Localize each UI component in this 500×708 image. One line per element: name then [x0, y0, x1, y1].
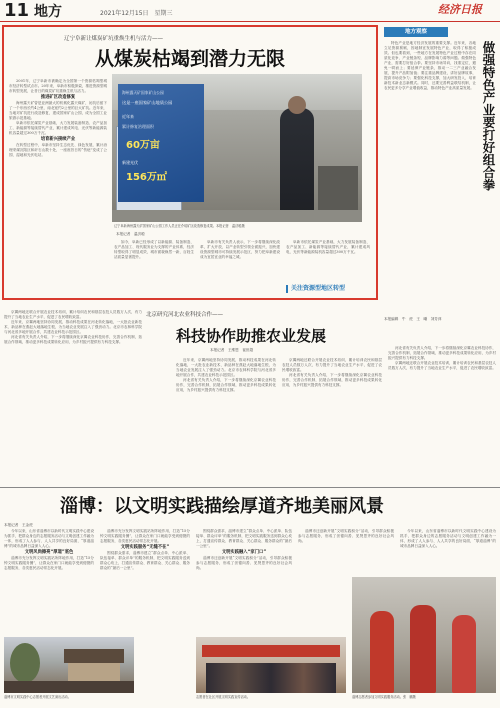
person-head	[288, 96, 306, 114]
people-group	[206, 663, 336, 693]
bottom-column-5: 今年以来，山东省淄博市以新时代文明实践中心建设为抓手，把群众身边的志愿服务活动与文明创建工作融为一体，形成了人人参与、人人共享的良好局面，“厚道淄博”的城市品牌日益深入人心。	[400, 529, 496, 548]
volunteer-1	[370, 611, 394, 693]
bottom-caption-2: 志愿者在社区开展文明实践宣传活动。	[196, 695, 251, 699]
section-name: 地方	[34, 4, 62, 20]
bottom-subhead-1: 文明风尚擦亮“厚道”底色	[24, 550, 74, 555]
article-byline: 本报记者 温济聪	[116, 232, 145, 236]
crowd	[4, 681, 134, 693]
masthead	[0, 0, 500, 22]
volunteer-2	[410, 605, 436, 693]
mid-left-column: 京冀两地还联合开展农业技术培训，累计培训农民和基层农技人员数万人次，有力提升了当地农业生产水平，促进了农民增收致富。 近年来，京冀两地坚持协同发展，推动科技成果在河北转化落地，一大批农业新技术、新品种在燕赵大地落地生根，为当地农业发展注入了强劲动力。北京市农林科学院与河北省多地开展合作，共建农业科技示范园区。 河北省有关负责人介绍，下一步将继续深化京冀农业科技协作，完善合作机制，拓展合作领域，推动更多科技成果转化应用，为乡村振兴提供有力科技支撑。	[4, 310, 142, 344]
article-kicker: 辽宁阜新让煤炭矿坑重焕生机与活力——	[64, 36, 164, 42]
mid-kicker: 北京研究河北农业科技合作——	[146, 312, 224, 318]
bottom-subhead-3: 文明实践服务“无缝不在”	[120, 545, 170, 550]
bottom-column-2: 淄博市充分发挥文明实践站所阵地作用，打造“15分钟文明实践服务圈”，让群众在家门口就能享受到便捷的志愿服务，各类惠民活动常态化开展。 文明实践服务“无缝不在” 围绕群众需求，淄博市建立“群众点单、中心派单、队伍接单、群众评单”的服务机制，把文明实践服务送到群众心坎上，打通宣传群众、教育群众、关心群众、服务群众的“最后一公里”。	[100, 529, 190, 570]
mid-headline: 科技协作助推农业发展	[176, 327, 327, 345]
person-figure	[280, 108, 314, 212]
banner	[202, 645, 340, 657]
bottom-photo-2	[196, 637, 346, 693]
page-number: 11	[4, 0, 30, 21]
subhead-2: 培育新兴接续产业	[40, 137, 76, 142]
subhead-1: 推进矿区改造修复	[40, 95, 76, 100]
newspaper-logo: 经济日报	[438, 3, 482, 16]
bottom-caption-1: 淄博市文明实践中心志愿者开展文艺演出活动。	[4, 695, 71, 699]
bottom-column-3: 围绕群众需求，淄博市建立“群众点单、中心派单、队伍接单、群众评单”的服务机制，把文明实践服务送到群众心坎上，打通宣传群众、教育群众、关心群众、服务群众的“最后一公里”。 文明实践融入“家门口” 淄博市还创新开展“文明实践积分”活动，引导群众积极参与志愿服务，形成了崇德向善、见贤思齐的良好社会风尚。	[196, 529, 292, 570]
mid-right-column: 河北省有关负责人介绍，下一步将继续深化京冀农业科技协作，完善合作机制，拓展合作领域，推动更多科技成果转化应用，为乡村振兴提供有力科技支撑。 京冀两地还联合开展农业技术培训，累计培训农民和基层农技人员数万人次，有力提升了当地农业生产水平，促进了农民增收致富。	[388, 346, 496, 370]
volunteer-3	[452, 615, 476, 693]
bottom-column-1: 今年以来，山东省淄博市以新时代文明实践中心建设为抓手，把群众身边的志愿服务活动与文明创建工作融为一体，形成了人人参与、人人共享的良好局面，“厚道淄博”的城市品牌日益深入人心。 文明风尚擦亮“厚道”底色 淄博市充分发挥文明实践站所阵地作用，打造“15分钟文明实践服务圈”，让群众在家门口就能享受到便捷的志愿服务，各类惠民活动常态化开展。	[4, 529, 94, 570]
mid-article	[0, 306, 500, 484]
floor	[112, 210, 362, 222]
rock-display	[318, 166, 358, 214]
tree	[10, 643, 40, 683]
mid-column-2: 京冀两地还联合开展农业技术培训，累计培训农民和基层农技人员数万人次，有力提升了当地农业生产水平，促进了农民增收致富。 河北省有关负责人介绍，下一步将继续深化京冀农业科技协作，完善合作机制，拓展合作领域，推动更多科技成果转化应用，为乡村振兴提供有力科技支撑。	[282, 358, 382, 387]
sidebar-headline: 做强特色产业要打好组合拳	[481, 41, 496, 191]
bottom-subhead-2: 文明实践融入“家门口”	[221, 550, 267, 555]
bottom-photo-3	[352, 577, 496, 693]
section-divider	[0, 487, 500, 488]
main-article	[2, 25, 378, 300]
body-column-1: 2001年，辽宁阜新市被确定为全国第一个资源枯竭型城市经济转型试点市。20年来，阜新市积极探索，推进资源型城市转型发展，让昔日的煤炭矿坑重焕生机与活力。 推进矿区改造修复 海州露天矿曾是亚洲最大的机械化露天煤矿，闭坑后留下了一个东西长约4公里、南北宽约2公里的巨大矿坑。近年来，当地对矿坑进行改造修复，建成国家矿山公园，成为全国工业旅游示范基地。 阜新市依托煤炭产业基础，大力发展装备制造、农产品加工、新能源等接续替代产业，累计建成风电、光伏等新能源装机容量超过300万千瓦。 培育新兴接续产业 在转型过程中，阜新市坚持生态优先、绿色发展，累计治理采煤沉陷区和矸石山数十处，一座座昔日的“伤疤”变成了公园、湿地和光伏电站。	[9, 79, 107, 157]
bottom-caption-3: 淄博志愿者参加文明实践服务活动。张 鹏摄	[352, 695, 416, 699]
sidebar-body: 特色产业是地方经济发展的重要支撑。近年来，各地立足资源禀赋，因地制宜发展特色产业，取得了积极成效。但也要看到，一些地方在发展特色产业过程中存在同质化竞争、产业链条短、品牌影响力弱等问题。做强特色产业，需要打好组合拳。要坚持市场导向，找准定位，避免一哄而上；要延伸产业链条，推动一二三产业融合发展，提升产品附加值；要注重品牌建设，讲好品牌故事，提高市场竞争力；要强化科技支撑，加大研发投入，培育新技术新业态新模式。同时，还要完善利益联结机制，让农民更多分享产业增值收益，推动特色产业高质量发展。	[384, 41, 476, 90]
body-column-4: 阜新市依托煤炭产业基础，大力发展装备制造、农产品加工、新能源等接续替代产业，累计建成风电、光伏等新能源装机容量超过300万千瓦。	[286, 240, 370, 254]
related-link[interactable]: 关注资源型地区转型	[286, 285, 374, 293]
bottom-byline: 本报记者 王金虎	[4, 523, 33, 527]
sidebar-label: 地方观察	[384, 27, 448, 37]
article-headline: 从煤炭枯竭到潜力无限	[94, 48, 285, 70]
exhibition-sign: 海州露天矿国家矿山公园 这是一座国家矿山地质公园 近年来 累计修复治理面积 60万亩 新建光伏 156万㎡	[118, 84, 204, 202]
bottom-article	[0, 489, 500, 708]
building-roof	[64, 649, 124, 663]
body-column-2: 如今，阜新已经形成了以新能源、装备制造、农产品加工、现代服务业为支撑的产业体系，经济转型取得了明显成效，城市面貌焕然一新，百姓生活质量显著提升。	[114, 240, 194, 259]
body-column-3: 阜新市有关负责人表示，下一步将继续深化改革，扩大开放，以产业转型引领全面振兴，加快建设资源型城市可持续发展示范区，努力把阜新建设成为宜居宜业的幸福之城。	[200, 240, 280, 259]
mid-column-1: 近年来，京冀两地坚持协同发展，推动科技成果在河北转化落地，一大批农业新技术、新品种在燕赵大地落地生根，为当地农业发展注入了强劲动力。北京市农林科学院与河北省多地开展合作，共建农业科技示范园区。 河北省有关负责人介绍，下一步将继续深化京冀农业科技协作，完善合作机制，拓展合作领域，推动更多科技成果转化应用，为乡村振兴提供有力科技支撑。	[176, 358, 276, 392]
bottom-photo-1	[4, 637, 134, 693]
photo-caption: 辽宁阜新海州露天矿国家矿山公园工作人员正在介绍矿区改造修复成果。本报记者 温济聪摄	[114, 224, 245, 228]
issue-date: 2021年12月15日 星期三	[100, 10, 173, 17]
bottom-column-4: 淄博市还创新开展“文明实践积分”活动，引导群众积极参与志愿服务，形成了崇德向善、见贤思齐的良好社会风尚。	[298, 529, 394, 543]
mid-byline: 本报记者 王维恩 崔世超	[210, 348, 254, 352]
article-photo	[112, 74, 362, 222]
sidebar-byline: 本报编辑 牛 虎 王 曦 刘芳萍	[384, 317, 442, 321]
bottom-headline: 淄博：以文明实践描绘厚道齐地美丽风景	[60, 496, 384, 517]
